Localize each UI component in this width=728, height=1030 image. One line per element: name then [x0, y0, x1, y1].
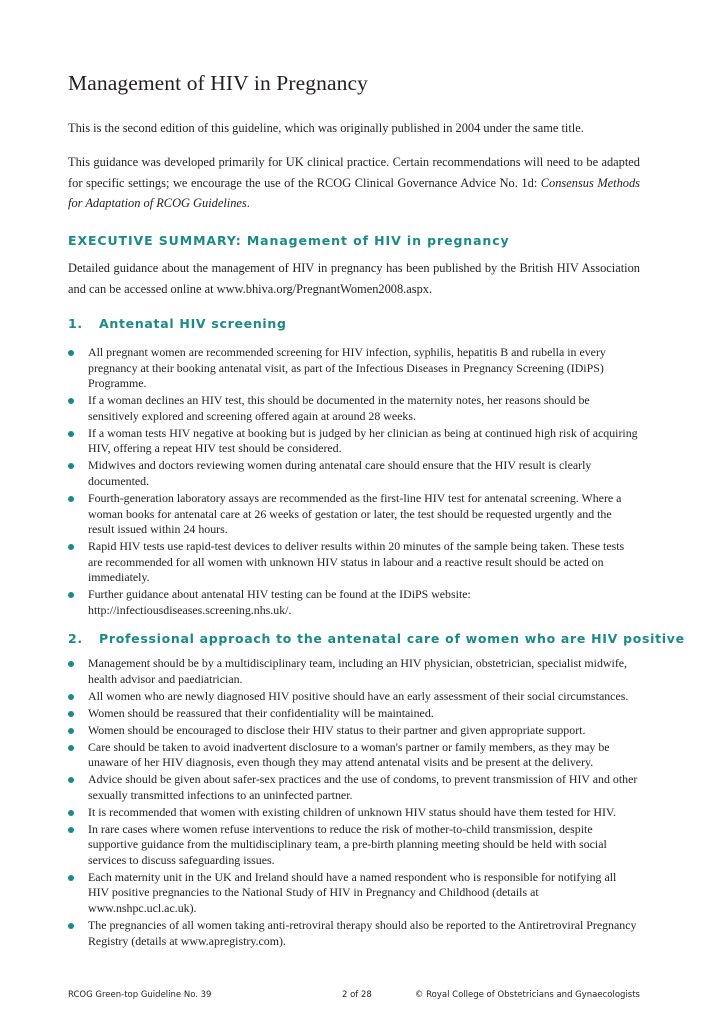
bullet-text: Rapid HIV tests use rapid-test devices to deliver results within 20 minutes of the sample being taken. These tests are recommended for all women with unknown HIV status in labour and a reactive result should be acted on immediately. [88, 539, 625, 585]
section-heading-antenatal-screening [68, 316, 287, 331]
list-item [68, 706, 640, 722]
footer-page-number: 2 of 28 [342, 990, 372, 1000]
guidance-end-text: . [246, 196, 250, 210]
guidance-paragraph [68, 152, 640, 214]
bullet-text: Advice should be given about safer-sex practices and the use of condoms, to prevent transmission of HIV and other sexually transmitted infections to an uninfected partner. [88, 772, 638, 802]
guidance-italic-title: Consensus Methods for Adaptation of RCOG Guidelines [68, 175, 641, 210]
section-number: 1. [68, 316, 83, 331]
list-item [68, 393, 640, 424]
bullet-text: Fourth-generation laboratory assays are recommended as the first-line HIV test for antenatal screening. Where a woman books for antenatal care at 26 weeks of gestation or later, the test should be requested urgently and the result issued within 24 hours. [88, 490, 622, 537]
list-item [68, 587, 640, 618]
bullet-dot-icon [68, 463, 74, 469]
bullet-dot-icon [68, 694, 74, 700]
list-item [68, 491, 640, 538]
bullet-dot-icon [68, 661, 74, 667]
bullet-text: If a woman declines an HIV test, this should be documented in the maternity notes, her reasons should be sensitively explored and screening offered again at around 28 weeks. [88, 393, 590, 423]
bullet-text: All women who are newly diagnosed HIV positive should have an early assessment of their social circumstances. [88, 688, 629, 703]
bullet-text: Management should be by a multidisciplinary team, including an HIV physician, obstetrician, specialist midwife, health advisor and paediatrician. [88, 656, 628, 686]
executive-summary-heading: EXECUTIVE SUMMARY: Management of HIV in pregnancy [68, 233, 510, 248]
bullet-text: Midwives and doctors reviewing women during antenatal care should ensure that the HIV result is clearly documented. [88, 458, 592, 488]
list-item [68, 345, 640, 392]
page-title: Management of HIV in Pregnancy [68, 71, 368, 95]
section-title: Professional approach to the antenatal care of women who are HIV positive [99, 631, 685, 646]
bullet-text: Care should be taken to avoid inadvertent disclosure to a woman's partner or family members, as they may be unaware of her HIV diagnosis, even though they may attend antenatal visits and be present at the delivery. [88, 739, 610, 770]
bullet-dot-icon [68, 810, 74, 816]
list-item [68, 689, 640, 705]
list-item [68, 426, 640, 457]
list-item [68, 656, 640, 687]
edition-note: This is the second edition of this guideline, which was originally published in 2004 under the same title. [68, 121, 584, 135]
bullet-text: Women should be encouraged to disclose their HIV status to their partner and given appropriate support. [88, 722, 586, 737]
footer-copyright: © Royal College of Obstetricians and Gynaecologists [414, 990, 640, 1000]
list-item [68, 822, 640, 869]
bullet-text: Further guidance about antenatal HIV testing can be found at the IDiPS website: http://infectiousdiseases.screening.nhs.uk/. [88, 587, 471, 617]
bullet-text: All pregnant women are recommended screening for HIV infection, syphilis, hepatitis B and rubella in every pregnancy at their booking antenatal visit, as part of the Infectious Diseases in Pregnancy Screening (IDiPS) Programme. [88, 345, 606, 391]
bullet-dot-icon [68, 728, 74, 734]
bullet-dot-icon [68, 592, 74, 598]
bullet-dot-icon [68, 398, 74, 404]
bullet-dot-icon [68, 431, 74, 437]
section-number: 2. [68, 631, 83, 646]
list-item [68, 870, 640, 917]
bullet-dot-icon [68, 923, 74, 929]
bullet-text: The pregnancies of all women taking anti-retroviral therapy should also be reported to the Antiretroviral Pregnancy Registry (details at www.apregistry.com). [88, 918, 637, 948]
bullet-text: Each maternity unit in the UK and Ireland should have a named respondent who is responsible for notifying all HIV positive pregnancies to the National Study of HIV in Pregnancy and Childhood (details at www.nshpc.ucl.ac.uk). [88, 869, 617, 916]
footer-guideline-number: RCOG Green-top Guideline No. 39 [68, 990, 212, 1000]
bullet-text: Women should be reassured that their confidentiality will be maintained. [88, 705, 434, 720]
page-footer [68, 990, 640, 1004]
section-heading-professional-approach [68, 631, 685, 646]
bullet-text: In rare cases where women refuse interventions to reduce the risk of mother-to-child transmission, despite supportive guidance from the multidisciplinary team, a pre-birth planning meeting should be held with social services to discuss safeguarding issues. [88, 821, 607, 867]
list-item [68, 918, 640, 949]
bullet-dot-icon [68, 544, 74, 550]
list-item [68, 723, 640, 739]
list-item [68, 772, 640, 803]
bullet-dot-icon [68, 777, 74, 783]
list-item [68, 458, 640, 489]
bullet-dot-icon [68, 827, 74, 833]
bullet-dot-icon [68, 711, 74, 717]
list-item [68, 740, 640, 771]
list-item [68, 539, 640, 586]
bullet-text: If a woman tests HIV negative at booking but is judged by her clinician as being at continued high risk of acquiring HIV, offering a repeat HIV test should be considered. [88, 425, 638, 456]
list-item [68, 805, 640, 821]
guidance-intro-text: This guidance was developed primarily for UK clinical practice. Certain recommendations will need to be adapted for specific settings; we encourage the use of the RCOG Clinical Governance Advice No. 1d: [68, 155, 640, 190]
bullet-text: It is recommended that women with existing children of unknown HIV status should have them tested for HIV. [88, 804, 616, 819]
bullet-dot-icon [68, 350, 74, 356]
bullet-dot-icon [68, 875, 74, 881]
section-1-bullet-list [68, 345, 640, 620]
section-2-bullet-list [68, 656, 640, 951]
section-title: Antenatal HIV screening [99, 316, 287, 331]
bullet-dot-icon [68, 745, 74, 751]
bullet-dot-icon [68, 496, 74, 502]
detailed-guidance-paragraph: Detailed guidance about the management of HIV in pregnancy has been published by the British HIV Association and can be accessed online at www.bhiva.org/PregnantWomen2008.aspx. [68, 261, 640, 296]
